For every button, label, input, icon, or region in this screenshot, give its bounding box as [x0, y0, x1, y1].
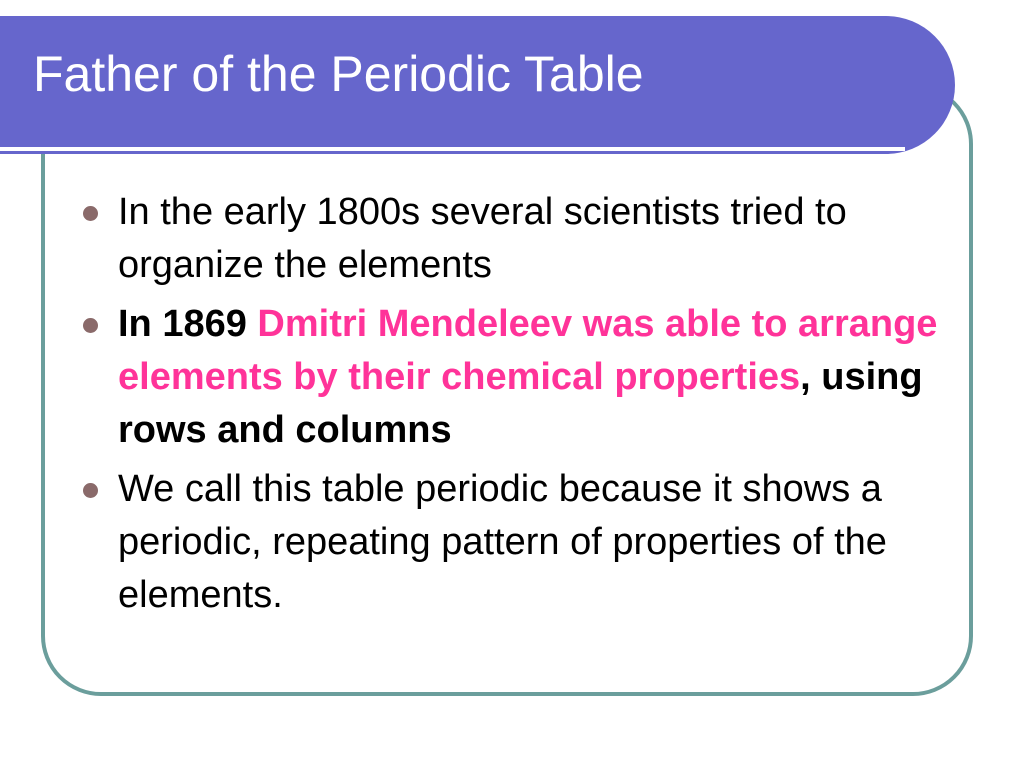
bullet-item-3 — [78, 463, 958, 622]
bullet-text-2-tail: , using rows and columns — [118, 356, 923, 451]
bullet-dot-icon — [83, 318, 98, 333]
bullet-list — [78, 186, 958, 628]
bullet-text-2-highlight: Dmitri Mendeleev was able to arrange elements by their chemical properties — [118, 303, 938, 398]
bullet-dot-icon — [83, 483, 98, 498]
bullet-text-1: In the early 1800s several scientists tried to organize the elements — [118, 191, 847, 286]
slide-title: Father of the Periodic Table — [33, 46, 644, 102]
bullet-dot-icon — [83, 206, 98, 221]
bullet-item-2 — [78, 298, 958, 457]
bullet-text-3: We call this table periodic because it shows a periodic, repeating pattern of properties of the elements. — [118, 468, 887, 616]
title-underline — [0, 147, 905, 151]
bullet-item-1 — [78, 186, 958, 292]
bullet-text-2-lead: In 1869 — [118, 303, 258, 345]
